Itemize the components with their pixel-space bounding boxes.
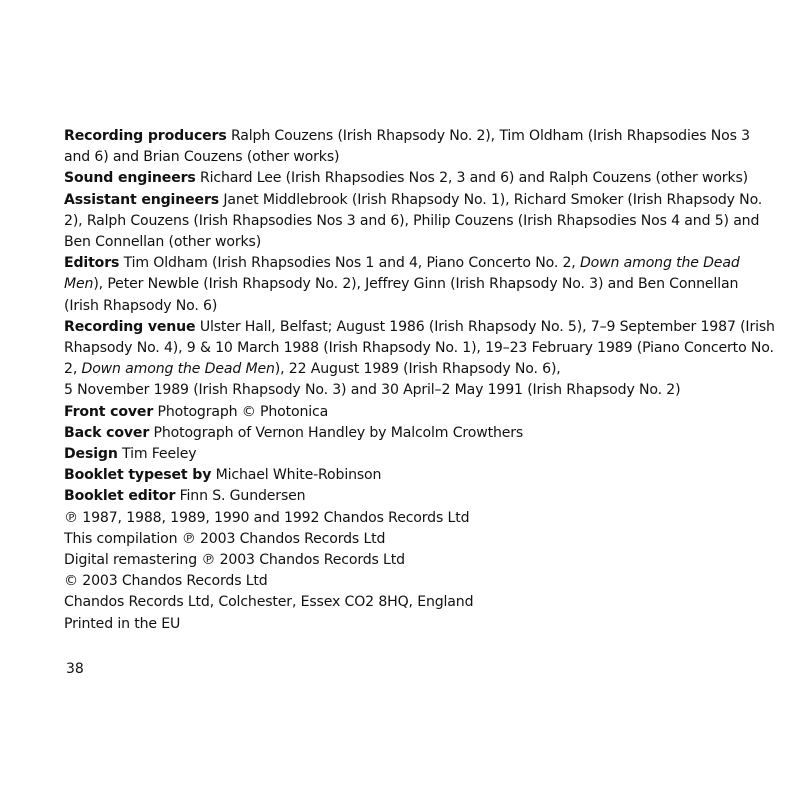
credit-value: 5 November 1989 (Irish Rhapsody No. 3) and 30 April–2 May 1991 (Irish Rhapsody No. 2) (64, 382, 681, 399)
compilation-line: This compilation ℗ 2003 Chandos Records Ltd (64, 530, 386, 547)
credit-assistant-engineers (64, 190, 776, 254)
credit-label: Front cover (64, 403, 154, 420)
credit-label: Recording venue (64, 318, 196, 335)
credit-sound-engineers (64, 168, 776, 189)
credit-back-cover (64, 423, 776, 444)
credit-label: Booklet editor (64, 488, 176, 505)
printed-line: Printed in the EU (64, 615, 181, 632)
credit-label: Editors (64, 255, 120, 272)
credit-recording-venue (64, 317, 776, 402)
credit-value: Ralph Couzens (Irish Rhapsody No. 2), Tim Oldham (Irish Rhapsodies Nos 3 and 6) and Brian Couzens (other works) (64, 128, 750, 166)
credit-design (64, 444, 776, 465)
phonogram-line: ℗ 1987, 1988, 1989, 1990 and 1992 Chandos Records Ltd (64, 509, 470, 526)
credit-value: Photograph © Photonica (157, 403, 329, 420)
credit-label: Back cover (64, 424, 150, 441)
credit-booklet-typeset (64, 465, 776, 486)
credit-value: Ulster Hall, Belfast; August 1986 (Irish Rhapsody No. 5), 7–9 September 1987 (Irish Rhapsody No. 4), 9 & 10 March 1988 (Irish Rhapsody No. 1), 19–23 February 1989 (Piano Concerto No. 2, (64, 318, 775, 378)
copyright-line: © 2003 Chandos Records Ltd (64, 573, 268, 590)
credit-editors (64, 253, 776, 317)
credit-value: ), Peter Newble (Irish Rhapsody No. 2), Jeffrey Ginn (Irish Rhapsody No. 3) and Ben Connellan (Irish Rhapsody No. 6) (64, 276, 739, 314)
credit-value: Richard Lee (Irish Rhapsodies Nos 2, 3 and 6) and Ralph Couzens (other works) (200, 170, 749, 187)
credit-value: Finn S. Gundersen (179, 488, 306, 505)
work-title: Down among the Dead Men (64, 255, 740, 293)
credit-booklet-editor (64, 486, 776, 507)
page-number: 38 (66, 661, 84, 677)
credit-value: ), 22 August 1989 (Irish Rhapsody No. 6), (274, 361, 561, 378)
credit-label: Assistant engineers (64, 191, 219, 208)
credit-label: Booklet typeset by (64, 467, 212, 484)
credit-value: Photograph of Vernon Handley by Malcolm Crowthers (153, 424, 524, 441)
credit-value: Michael White-Robinson (215, 467, 382, 484)
work-title: Down among the Dead Men (81, 361, 275, 378)
address-line: Chandos Records Ltd, Colchester, Essex CO2 8HQ, England (64, 594, 474, 611)
credit-front-cover (64, 402, 776, 423)
remastering-line: Digital remastering ℗ 2003 Chandos Records Ltd (64, 552, 405, 569)
credit-value: Tim Oldham (Irish Rhapsodies Nos 1 and 4, Piano Concerto No. 2, (123, 255, 576, 272)
credit-label: Sound engineers (64, 170, 196, 187)
credit-recording-producers (64, 126, 776, 168)
credit-value: Tim Feeley (122, 446, 197, 463)
credit-value: Janet Middlebrook (Irish Rhapsody No. 1), Richard Smoker (Irish Rhapsody No. 2), Ralph Couzens (Irish Rhapsodies Nos 3 and 6), Philip Couzens (Irish Rhapsodies Nos 4 and 5) and Ben Connellan (other works) (64, 191, 763, 251)
credit-label: Recording producers (64, 128, 227, 144)
credits-block (64, 126, 776, 635)
credit-label: Design (64, 446, 118, 463)
